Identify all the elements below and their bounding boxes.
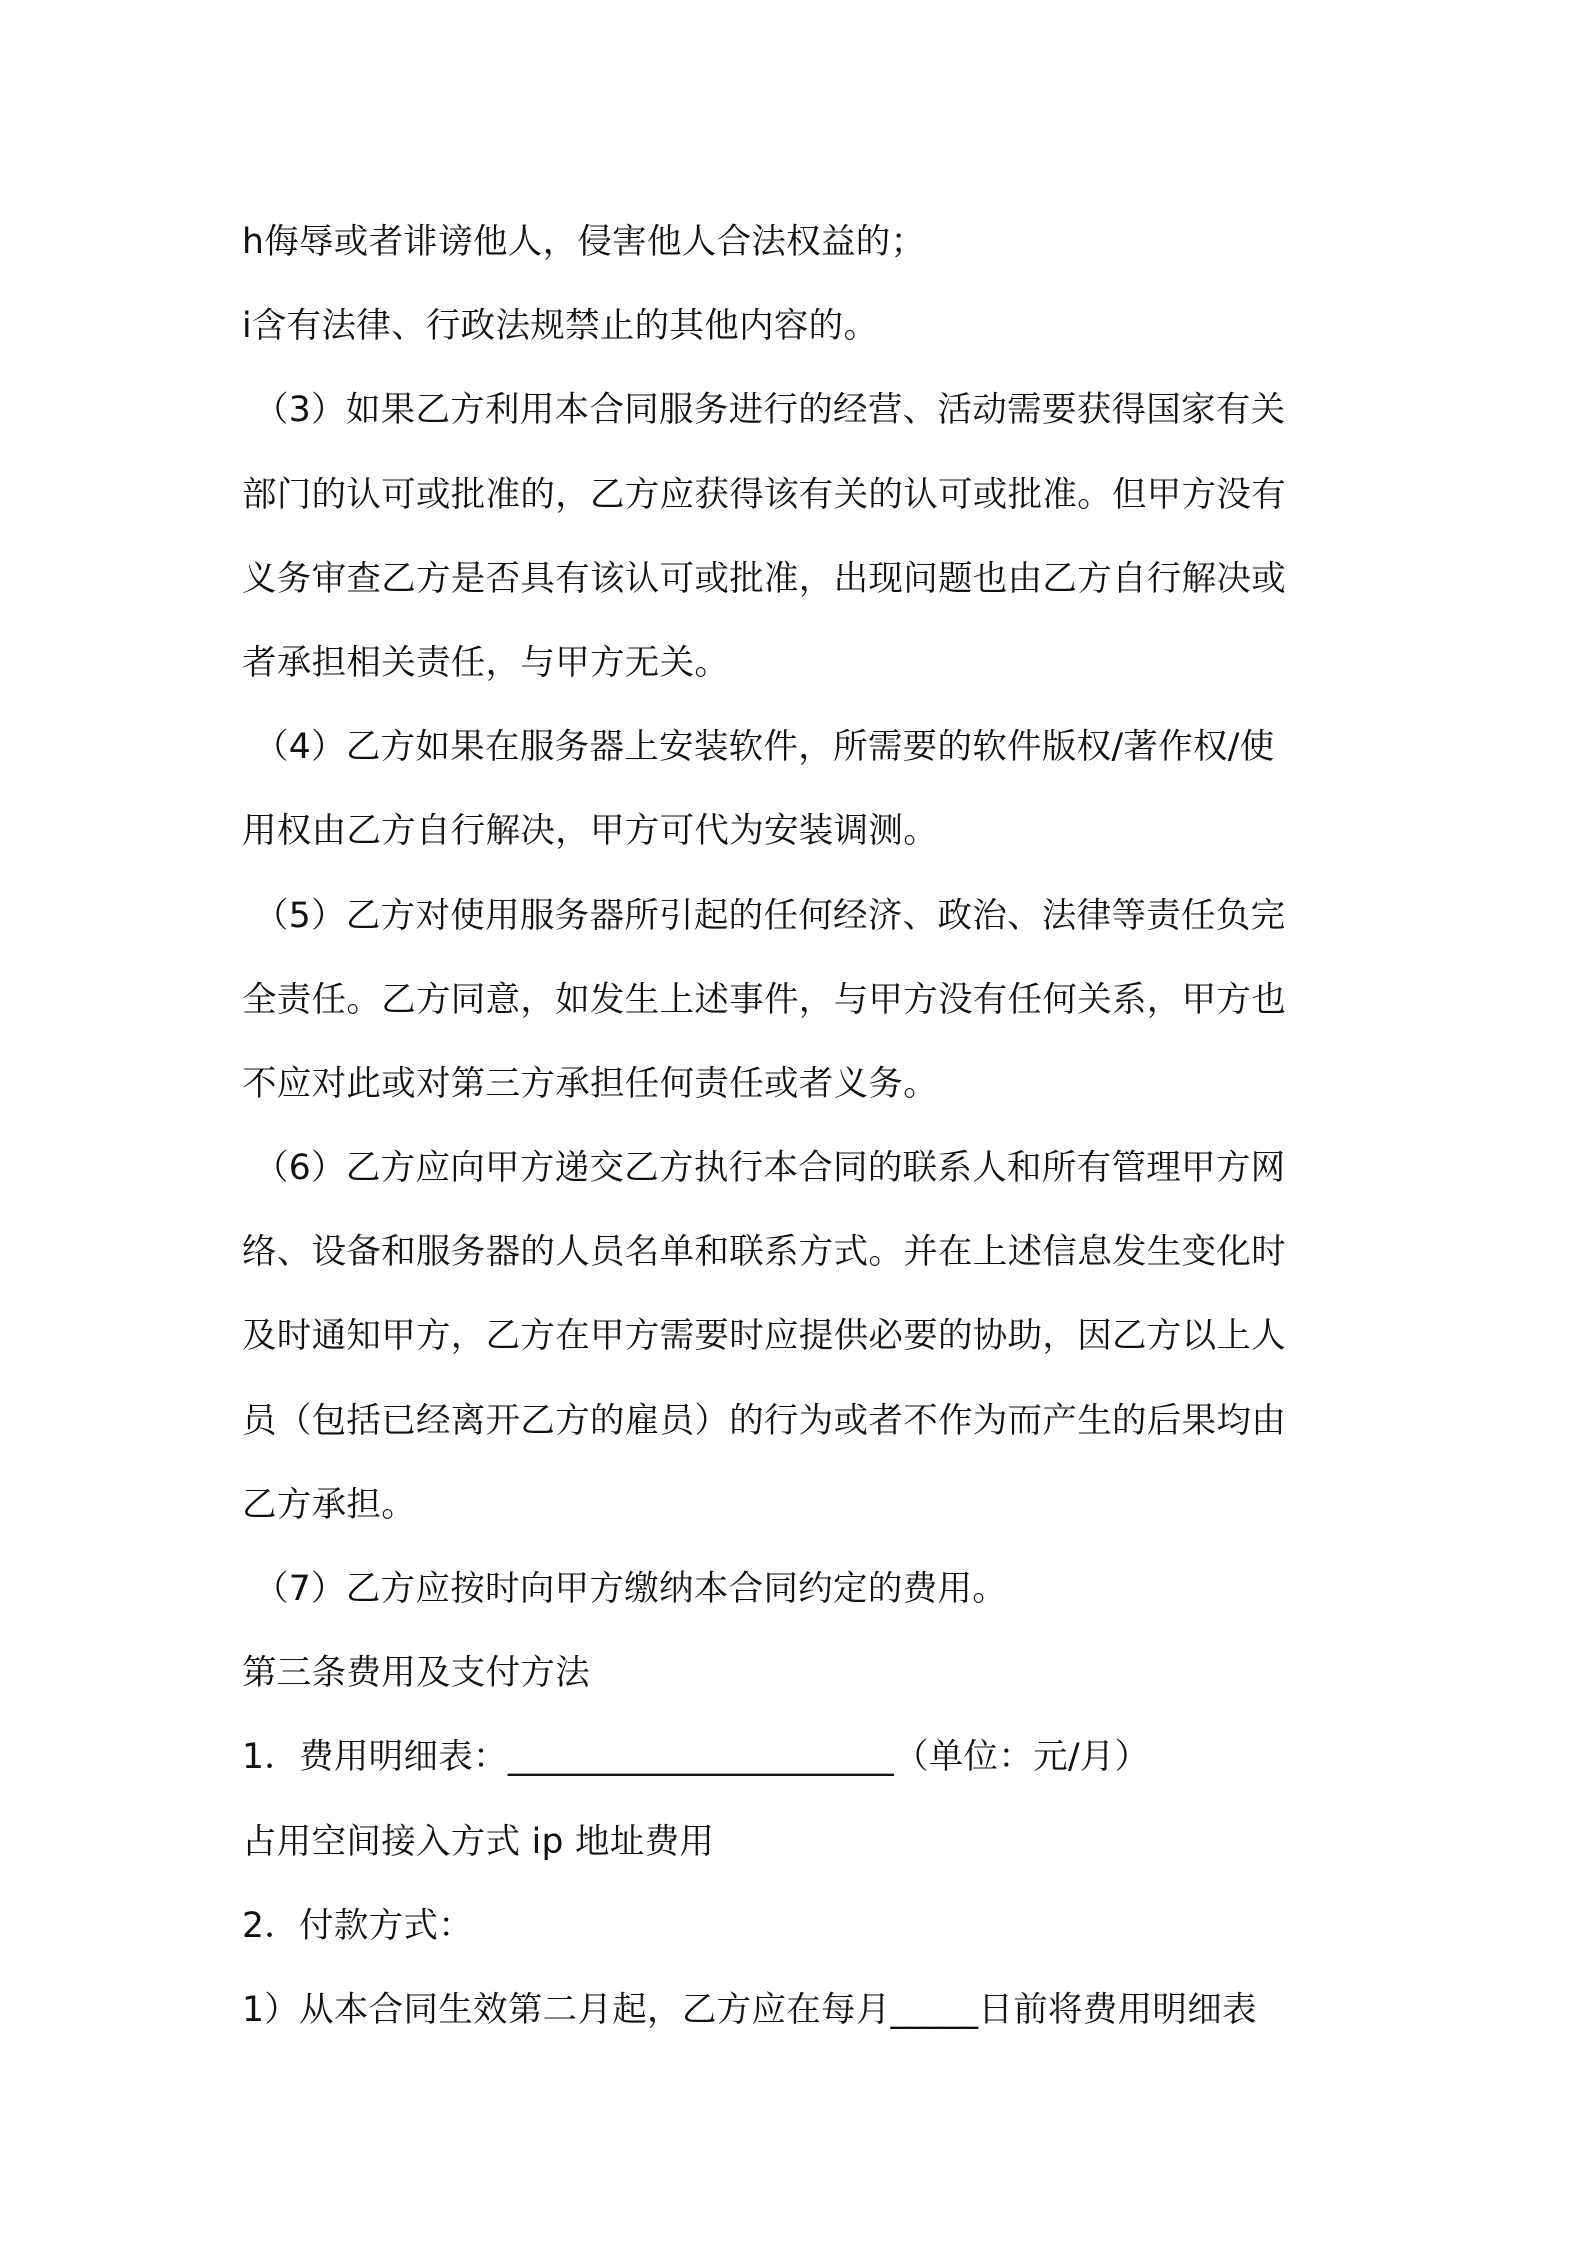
text-line-item-6-a: （6）乙方应向甲方递交乙方执行本合同的联系人和所有管理甲方网 [254,1148,1286,1189]
text-line-item-5-c: 不应对此或对第三方承担任何责任或者义务。 [242,1063,938,1104]
text-line-item-5-a: （5）乙方对使用服务器所引起的任何经济、政治、法律等责任负完 [254,895,1286,936]
document-body [242,200,1362,2052]
text-line-item-3-b: 部门的认可或批准的，乙方应获得该有关的认可或批准。但甲方没有 [242,474,1286,515]
text-line-item-3-a: （3）如果乙方利用本合同服务进行的经营、活动需要获得国家有关 [254,390,1286,431]
text-line-clause-i: i含有法律、行政法规禁止的其他内容的。 [242,306,879,347]
text-line-item-6-c: 及时通知甲方，乙方在甲方需要时应提供必要的协助，因乙方以上人 [242,1316,1286,1357]
text-line-item-6-d: 员（包括已经离开乙方的雇员）的行为或者不作为而产生的后果均由 [242,1400,1286,1441]
text-line-payment-method: 2．付款方式： [242,1905,474,1946]
text-line-item-6-b: 络、设备和服务器的人员名单和联系方式。并在上述信息发生变化时 [242,1232,1286,1273]
text-line-item-4-a: （4）乙方如果在服务器上安装软件，所需要的软件版权/著作权/使 [254,727,1275,768]
text-line-clause-h: h侮辱或者诽谤他人，侵害他人合法权益的； [242,222,926,262]
text-line-fee-columns: 占用空间接入方式 ip 地址费用 [242,1821,715,1862]
text-line-item-4-b: 用权由乙方自行解决，甲方可代为安装调测。 [242,811,938,852]
text-line-item-3-d: 者承担相关责任，与甲方无关。 [242,642,730,683]
text-line-fee-schedule: 1．费用明细表：______________________（单位：元/月） [242,1737,1150,1778]
text-line-item-6-e: 乙方承担。 [242,1484,416,1525]
text-line-item-3-c: 义务审查乙方是否具有该认可或批准，出现问题也由乙方自行解决或 [242,558,1286,599]
section-heading-article-3: 第三条费用及支付方法 [242,1653,590,1694]
text-line-item-5-b: 全责任。乙方同意，如发生上述事件，与甲方没有任何关系，甲方也 [242,979,1286,1020]
text-line-payment-term-1: 1）从本合同生效第二月起，乙方应在每月_____日前将费用明细表 [242,1989,1257,2030]
text-line-item-7: （7）乙方应按时向甲方缴纳本合同约定的费用。 [254,1569,1008,1609]
